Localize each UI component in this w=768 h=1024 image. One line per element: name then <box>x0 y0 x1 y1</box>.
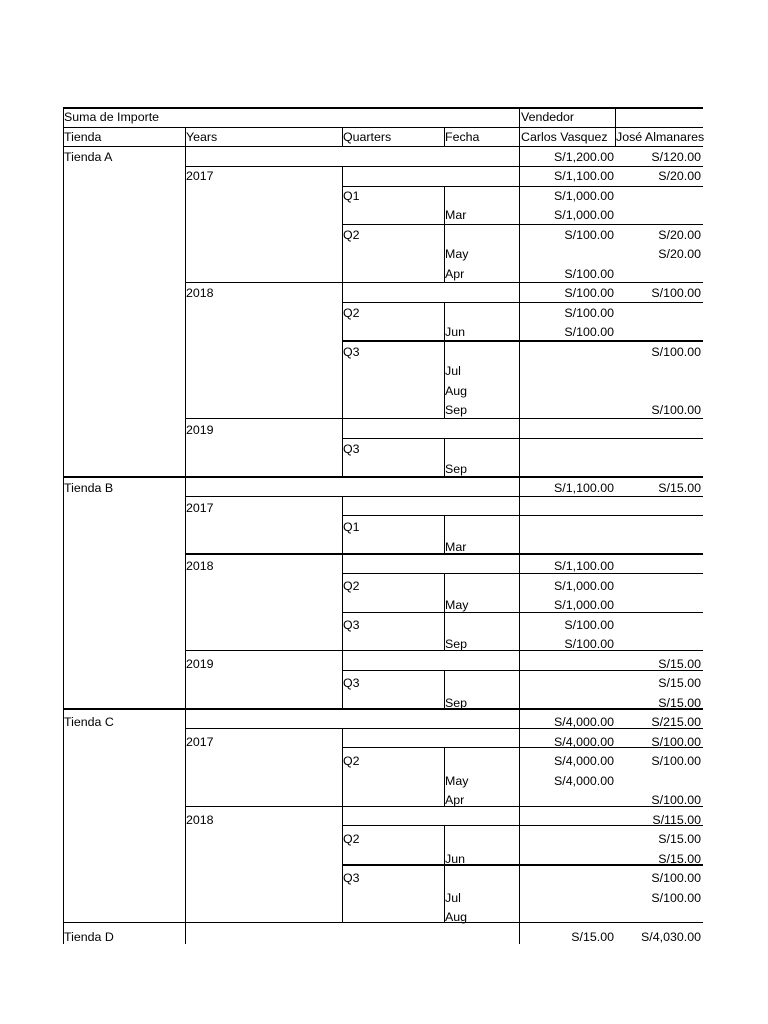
grid-line <box>63 107 64 944</box>
grid-line <box>63 127 703 128</box>
quarter-cell[interactable]: Q2 <box>343 832 360 846</box>
year-cell[interactable]: 2017 <box>186 169 214 183</box>
carlos-vasquez-value[interactable]: S/100.00 <box>564 227 614 242</box>
year-cell[interactable]: 2019 <box>186 422 214 437</box>
jose-almanares-value[interactable]: S/215.00 <box>651 715 701 729</box>
quarter-cell[interactable]: Q2 <box>343 754 360 768</box>
carlos-vasquez-value[interactable]: S/4,000.00 <box>554 715 614 729</box>
pivot-title[interactable]: Suma de Importe <box>64 110 160 124</box>
grid-line <box>185 418 703 419</box>
grid-line <box>63 476 703 478</box>
carlos-vasquez-value[interactable]: S/4,000.00 <box>554 773 614 788</box>
quarter-cell[interactable]: Q3 <box>343 617 360 632</box>
carlos-vasquez-value[interactable]: S/4,000.00 <box>554 754 614 768</box>
fecha-cell[interactable]: Apr <box>445 793 465 807</box>
jose-almanares-value[interactable]: S/20.00 <box>658 227 701 242</box>
carlos-vasquez-value[interactable]: S/1,000.00 <box>554 598 614 612</box>
quarter-cell[interactable]: Q3 <box>343 676 360 690</box>
grid-line <box>185 553 703 555</box>
grid-line <box>342 302 703 303</box>
jose-almanares-value[interactable]: S/100.00 <box>651 871 701 885</box>
fecha-cell[interactable]: May <box>445 247 469 261</box>
fecha-cell[interactable]: Jul <box>445 364 461 378</box>
fecha-cell[interactable]: Mar <box>445 539 467 554</box>
tienda-cell[interactable]: Tienda D <box>64 929 114 944</box>
carlos-vasquez-value[interactable]: S/1,000.00 <box>554 578 614 593</box>
col-header-fecha[interactable]: Fecha <box>445 130 480 144</box>
jose-almanares-value[interactable]: S/15.00 <box>658 676 701 690</box>
jose-almanares-value[interactable]: S/100.00 <box>651 403 701 417</box>
vendedor-label[interactable]: Vendedor <box>521 110 575 124</box>
fecha-cell[interactable]: Mar <box>445 208 467 222</box>
fecha-cell[interactable]: Aug <box>445 383 468 398</box>
jose-almanares-value[interactable]: S/20.00 <box>658 247 701 261</box>
quarter-cell[interactable]: Q3 <box>343 344 360 359</box>
fecha-cell[interactable]: Jun <box>445 851 465 866</box>
carlos-vasquez-value[interactable]: S/1,100.00 <box>554 481 614 495</box>
quarter-cell[interactable]: Q1 <box>343 188 360 203</box>
col-header-jose-almanares[interactable]: José Almanares <box>616 130 705 144</box>
grid-line <box>342 340 703 342</box>
grid-line <box>342 166 343 477</box>
fecha-cell[interactable]: Sep <box>445 637 468 651</box>
carlos-vasquez-value[interactable]: S/15.00 <box>571 929 614 944</box>
carlos-vasquez-value[interactable]: S/1,200.00 <box>554 149 614 164</box>
grid-line <box>63 922 703 923</box>
jose-almanares-value[interactable]: S/15.00 <box>658 695 701 710</box>
carlos-vasquez-value[interactable]: S/100.00 <box>564 305 614 320</box>
grid-line <box>615 107 616 127</box>
col-header-years[interactable]: Years <box>186 130 218 144</box>
grid-line <box>185 166 703 167</box>
fecha-cell[interactable]: May <box>445 773 469 788</box>
jose-almanares-value[interactable]: S/15.00 <box>658 656 701 671</box>
fecha-cell[interactable]: Sep <box>445 461 468 476</box>
jose-almanares-value[interactable]: S/100.00 <box>651 890 701 905</box>
quarter-cell[interactable]: Q3 <box>343 871 360 885</box>
year-cell[interactable]: 2018 <box>186 286 214 300</box>
jose-almanares-value[interactable]: S/15.00 <box>658 832 701 846</box>
jose-almanares-value[interactable]: S/100.00 <box>651 286 701 300</box>
carlos-vasquez-value[interactable]: S/100.00 <box>564 637 614 651</box>
carlos-vasquez-value[interactable]: S/1,000.00 <box>554 208 614 222</box>
jose-almanares-value[interactable]: S/15.00 <box>658 851 701 866</box>
year-cell[interactable]: 2019 <box>186 656 214 671</box>
fecha-cell[interactable]: Sep <box>445 695 468 710</box>
fecha-cell[interactable]: Aug <box>445 910 468 924</box>
tienda-cell[interactable]: Tienda C <box>64 715 114 729</box>
fecha-cell[interactable]: Sep <box>445 403 468 417</box>
quarter-cell[interactable]: Q3 <box>343 442 360 456</box>
tienda-cell[interactable]: Tienda B <box>64 481 114 495</box>
fecha-cell[interactable]: Jul <box>445 890 461 905</box>
carlos-vasquez-value[interactable]: S/100.00 <box>564 325 614 339</box>
carlos-vasquez-value[interactable]: S/100.00 <box>564 266 614 281</box>
quarter-cell[interactable]: Q2 <box>343 227 360 242</box>
jose-almanares-value[interactable]: S/100.00 <box>651 793 701 807</box>
carlos-vasquez-value[interactable]: S/1,100.00 <box>554 169 614 183</box>
col-header-quarters[interactable]: Quarters <box>343 130 392 144</box>
grid-line <box>185 282 703 283</box>
fecha-cell[interactable]: Jun <box>445 325 465 339</box>
grid-line <box>342 224 703 225</box>
grid-line <box>342 515 703 516</box>
carlos-vasquez-value[interactable]: S/1,100.00 <box>554 559 614 573</box>
col-header-carlos-vasquez[interactable]: Carlos Vasquez <box>521 130 608 144</box>
grid-line <box>342 438 703 439</box>
carlos-vasquez-value[interactable]: S/100.00 <box>564 617 614 632</box>
fecha-cell[interactable]: Apr <box>445 266 465 281</box>
tienda-cell[interactable]: Tienda A <box>64 149 113 164</box>
grid-line <box>63 146 703 147</box>
carlos-vasquez-value[interactable]: S/1,000.00 <box>554 188 614 203</box>
grid-line <box>185 496 703 497</box>
jose-almanares-value[interactable]: S/15.00 <box>658 481 701 495</box>
quarter-cell[interactable]: Q2 <box>343 578 360 593</box>
year-cell[interactable]: 2017 <box>186 734 214 749</box>
quarter-cell[interactable]: Q1 <box>343 520 360 534</box>
jose-almanares-value[interactable]: S/4,030.00 <box>641 929 701 944</box>
carlos-vasquez-value[interactable]: S/100.00 <box>564 286 614 300</box>
fecha-cell[interactable]: May <box>445 598 469 612</box>
jose-almanares-value[interactable]: S/20.00 <box>658 169 701 183</box>
col-header-tienda[interactable]: Tienda <box>64 130 102 144</box>
carlos-vasquez-value[interactable]: S/4,000.00 <box>554 734 614 749</box>
jose-almanares-value[interactable]: S/120.00 <box>651 149 701 164</box>
jose-almanares-value[interactable]: S/100.00 <box>651 734 701 749</box>
year-cell[interactable]: 2018 <box>186 812 214 827</box>
jose-almanares-value[interactable]: S/115.00 <box>652 812 701 827</box>
year-cell[interactable]: 2017 <box>186 500 214 515</box>
grid-line <box>185 650 703 651</box>
year-cell[interactable]: 2018 <box>186 559 214 573</box>
jose-almanares-value[interactable]: S/100.00 <box>651 754 701 768</box>
quarter-cell[interactable]: Q2 <box>343 305 360 320</box>
jose-almanares-value[interactable]: S/100.00 <box>651 344 701 359</box>
